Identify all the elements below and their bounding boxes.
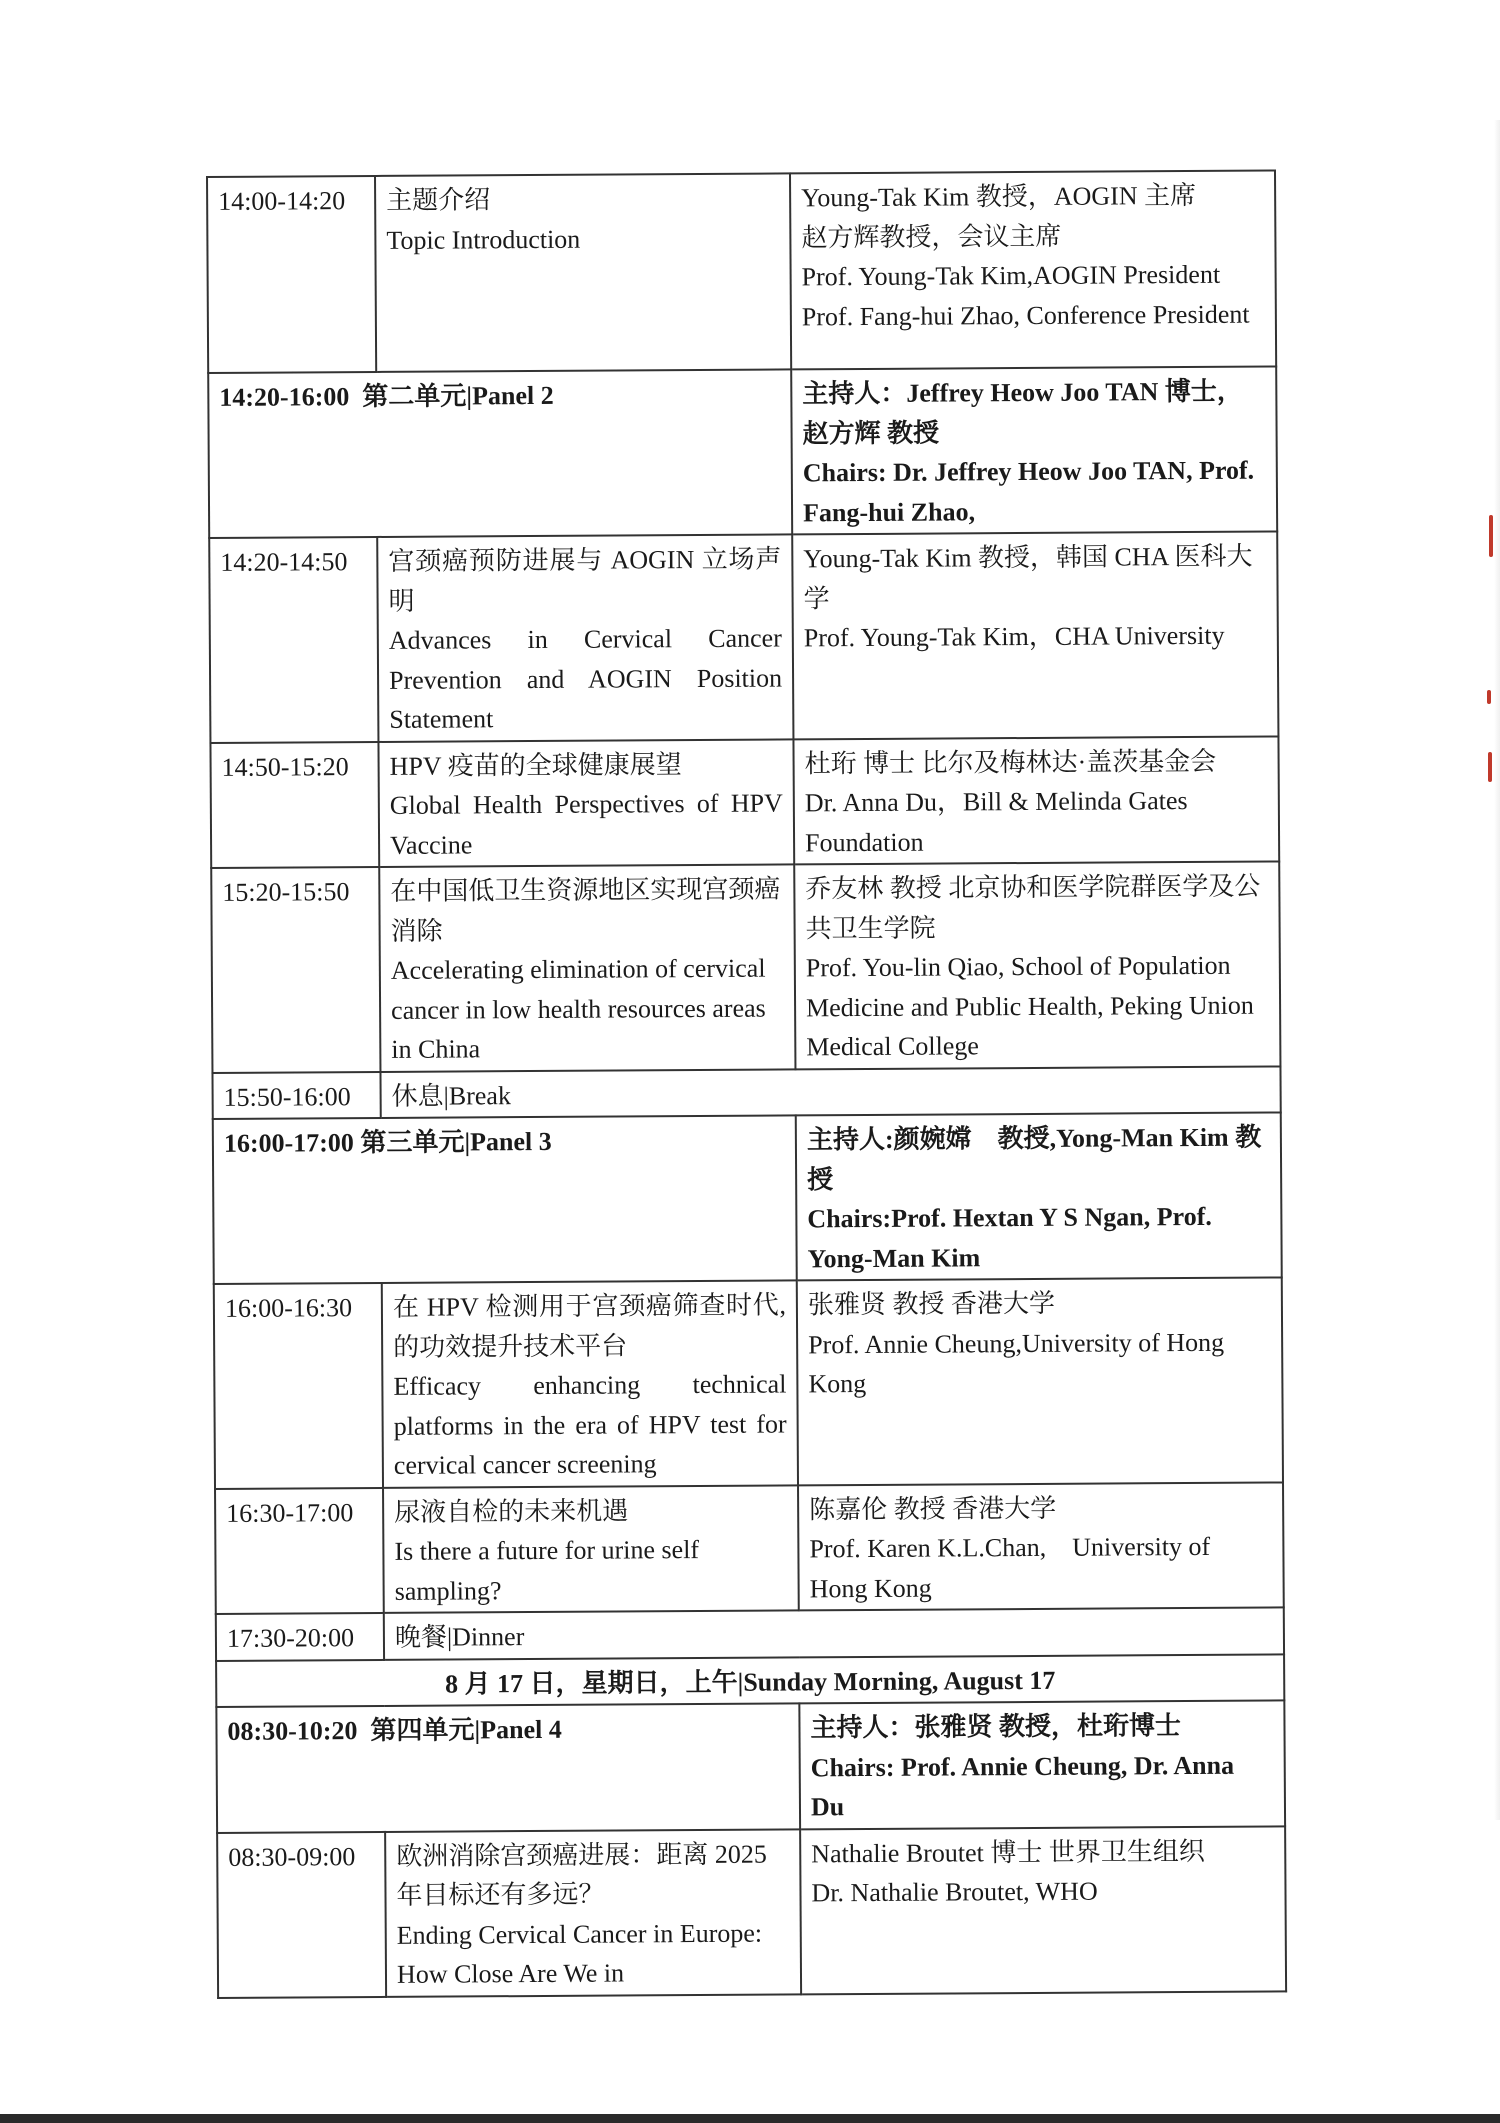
panel-title: 08:30-10:20 第四单元|Panel 4: [216, 1703, 800, 1832]
scan-edge-mark: [1487, 690, 1491, 704]
panel-chairs: 主持人:颜婉嫦 教授,Yong-Man Kim 教授 Chairs:Prof. Hextan Y S Ngan, Prof. Yong-Man Kim: [796, 1112, 1282, 1280]
session-row: [215, 1482, 1284, 1614]
panel-header-row: [208, 366, 1277, 538]
break-row: [212, 1066, 1280, 1119]
session-speaker: 张雅贤 教授 香港大学 Prof. Annie Cheung,University of Hong Kong: [797, 1277, 1283, 1484]
session-time: 17:30-20:00: [216, 1613, 384, 1661]
day-header-row: [216, 1654, 1284, 1707]
session-time: 14:00-14:20: [207, 176, 376, 373]
panel-header-row: [213, 1112, 1282, 1284]
day-header: 8 月 17 日，星期日，上午|Sunday Morning, August 17: [216, 1654, 1284, 1707]
session-topic: HPV 疫苗的全球健康展望 Global Health Perspectives of HPV Vaccine: [378, 739, 794, 867]
scan-edge-shadow: [1494, 120, 1500, 1820]
session-speaker: Young-Tak Kim 教授，韩国 CHA 医科大学 Prof. Young-Tak Kim，CHA University: [792, 531, 1278, 738]
scan-edge-mark: [1489, 515, 1493, 557]
session-topic: 宫颈癌预防进展与 AOGIN 立场声明 Advances in Cervical Cancer Prevention and AOGIN Position Statement: [377, 534, 793, 741]
session-speaker: Young-Tak Kim 教授，AOGIN 主席 赵方辉教授，会议主席 Prof. Young-Tak Kim,AOGIN President Prof. Fang-hui Zhao, Conference President: [790, 170, 1276, 369]
session-speaker: Nathalie Broutet 博士 世界卫生组织 Dr. Nathalie Broutet, WHO: [800, 1826, 1286, 1994]
dinner-label: 晚餐|Dinner: [384, 1607, 1284, 1659]
panel-chairs: 主持人：Jeffrey Heow Joo TAN 博士，赵方辉 教授 Chairs: Dr. Jeffrey Heow Joo TAN, Prof. Fang-hui Zhao,: [791, 366, 1277, 534]
session-row: [207, 170, 1276, 373]
break-label: 休息|Break: [380, 1066, 1280, 1118]
panel-chairs: 主持人：张雅贤 教授，杜珩博士 Chairs: Prof. Annie Cheung, Dr. Anna Du: [799, 1700, 1285, 1828]
session-speaker: 陈嘉伦 教授 香港大学 Prof. Karen K.L.Chan, University of Hong Kong: [798, 1482, 1284, 1610]
session-topic: 在 HPV 检测用于宫颈癌筛查时代,的功效提升技术平台 Efficacy enhancing technical platforms in the era of HPV test for cervical cancer screening: [382, 1280, 798, 1487]
session-time: 15:50-16:00: [212, 1071, 380, 1119]
session-row: [209, 531, 1278, 742]
session-time: 14:20-14:50: [209, 537, 378, 743]
conference-schedule-table: [206, 169, 1287, 1998]
session-time: 16:00-16:30: [214, 1283, 383, 1489]
dinner-row: [216, 1607, 1284, 1660]
session-topic: 在中国低卫生资源地区实现宫颈癌消除 Accelerating elimination of cervical cancer in low health resources areas in China: [379, 864, 795, 1071]
session-speaker: 乔友林 教授 北京协和医学院群医学及公共卫生学院 Prof. You-lin Qiao, School of Population Medicine and Public Health, Peking Union Medical College: [794, 861, 1280, 1068]
panel-title: 14:20-16:00 第二单元|Panel 2: [208, 369, 792, 538]
session-speaker: 杜珩 博士 比尔及梅林达·盖茨基金会 Dr. Anna Du，Bill & Melinda Gates Foundation: [793, 736, 1279, 864]
session-topic: 欧洲消除宫颈癌进展：距离 2025 年目标还有多远？ Ending Cervical Cancer in Europe: How Close Are We in: [385, 1829, 801, 1997]
scan-bottom-edge: [0, 2114, 1500, 2123]
scan-edge-mark: [1488, 752, 1492, 782]
session-time: 14:50-15:20: [210, 741, 379, 868]
session-time: 16:30-17:00: [215, 1487, 384, 1614]
panel-title: 16:00-17:00 第三单元|Panel 3: [213, 1115, 797, 1284]
session-topic: 主题介绍 Topic Introduction: [375, 173, 791, 372]
session-row: [217, 1826, 1286, 1998]
session-time: 08:30-09:00: [217, 1831, 386, 1997]
session-row: [214, 1277, 1283, 1488]
session-time: 15:20-15:50: [211, 867, 380, 1073]
session-row: [211, 861, 1280, 1072]
session-topic: 尿液自检的未来机遇 Is there a future for urine self sampling?: [383, 1485, 799, 1613]
panel-header-row: [216, 1700, 1285, 1832]
session-row: [210, 736, 1279, 868]
